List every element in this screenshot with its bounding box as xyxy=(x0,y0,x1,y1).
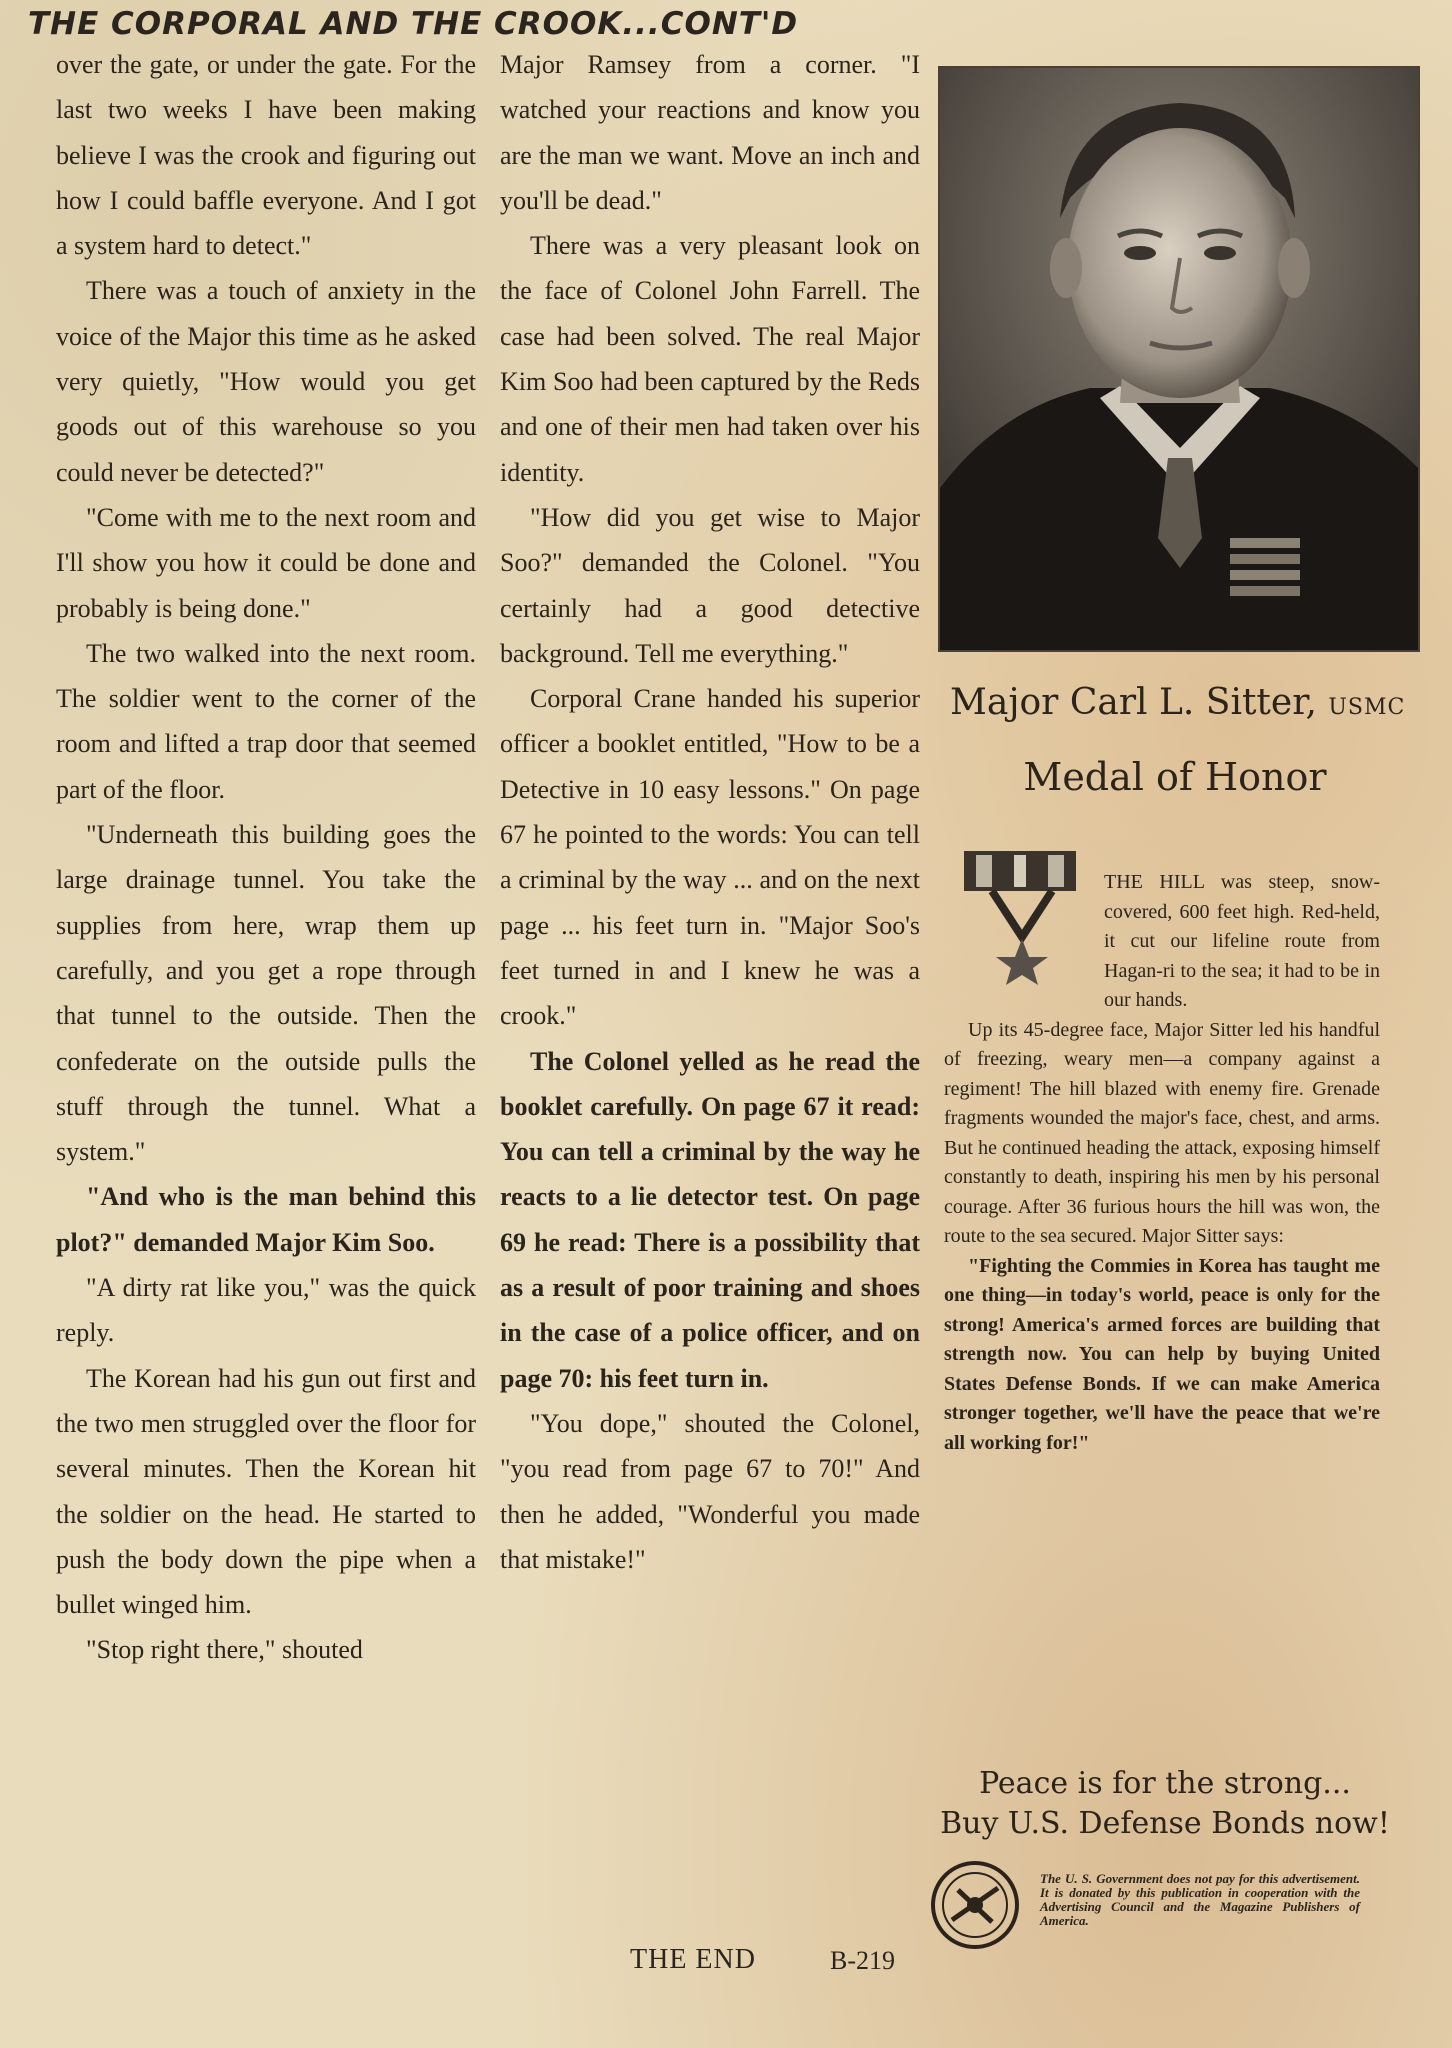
ad-disclaimer: The U. S. Government does not pay for this advertisement. It is donated by this publication in cooperation with the Advertising Council and the Magazine Publishers of America. xyxy=(1040,1871,1360,1928)
ad-paragraph-3: "Fighting the Commies in Korea has taught me one thing—in today's world, peace is only for the strong! America's armed forces are building that strength now. You can help by buying United States Defense Bonds. If we can make America stronger together, we'll have the peace that we're all working for!" xyxy=(944,1254,1380,1454)
honoree-rank-suffix: USMC xyxy=(1328,695,1406,720)
col2-paragraph: Major Ramsey from a corner. "I watched your reactions and know you are the man we want. Move an inch and you'll be dead." xyxy=(500,50,920,215)
portrait-photo xyxy=(938,66,1420,652)
col1-paragraph: over the gate, or under the gate. For the last two weeks I have been making believe I was the crook and figuring out how I could baffle everyone. And I got a system hard to detect." xyxy=(56,50,476,261)
story-column-2 xyxy=(500,42,920,1582)
story-column-1 xyxy=(56,42,476,1673)
portrait-image xyxy=(940,68,1418,650)
ad-slogan xyxy=(930,1764,1400,1844)
advertising-council-seal-icon xyxy=(930,1860,1020,1950)
page-code: B-219 xyxy=(830,1946,895,1975)
the-end-label: THE END xyxy=(630,1944,756,1975)
col1-paragraph: "Stop right there," shouted xyxy=(86,1635,363,1665)
honoree-name-text: Major Carl L. Sitter, xyxy=(950,682,1317,723)
col1-paragraph: "Come with me to the next room and I'll show you how it could be done and probably is being done." xyxy=(56,502,476,623)
col2-paragraph: Corporal Crane handed his superior officer a booklet entitled, "How to be a Detective in 10 easy lessons." On page 67 he pointed to the words: You can tell a criminal by the way ... and on the next page ... his feet turn in. "Major Soo's feet turned in and I knew he was a crook." xyxy=(500,684,920,1031)
slogan-line-1: Peace is for the strong... xyxy=(979,1766,1351,1801)
col2-paragraph: The Colonel yelled as he read the booklet carefully. On page 67 it read: You can tell a criminal by the way he reacts to a lie detector test. On page 69 he read: There is a possibility that as a result of poor training and shoes in the case of a police officer, and on page 70: his feet turn in. xyxy=(500,1046,920,1393)
ad-medal-title: Medal of Honor xyxy=(1023,755,1327,799)
ad-body-text xyxy=(944,868,1380,1458)
col1-paragraph: "And who is the man behind this plot?" demanded Major Kim Soo. xyxy=(56,1182,476,1257)
col1-paragraph: "A dirty rat like you," was the quick reply. xyxy=(56,1273,476,1348)
col1-paragraph: There was a touch of anxiety in the voice of the Major this time as he asked very quietly, "How would you get goods out of this warehouse so you could never be detected?" xyxy=(56,276,476,487)
col1-paragraph: The two walked into the next room. The soldier went to the corner of the room and lifted a trap door that seemed part of the floor. xyxy=(56,638,476,804)
page-header: THE CORPORAL AND THE CROOK...CONT'D xyxy=(28,6,799,42)
col1-paragraph: The Korean had his gun out first and the two men struggled over the floor for several minutes. Then the Korean hit the soldier on the head. He started to push the body down the pipe when a bullet winged him. xyxy=(56,1363,476,1620)
slogan-line-2: Buy U.S. Defense Bonds now! xyxy=(940,1806,1390,1841)
col2-paragraph: "You dope," shouted the Colonel, "you read from page 67 to 70!" And then he added, "Wonderful you made that mistake!" xyxy=(500,1408,920,1574)
ad-paragraph-1: THE HILL was steep, snow-covered, 600 feet high. Red-held, it cut our lifeline route from Hagan-ri to the sea; it had to be in our hands. xyxy=(1104,871,1380,1011)
ad-honoree-name xyxy=(950,682,1406,723)
col2-paragraph: "How did you get wise to Major Soo?" demanded the Colonel. "You certainly had a good detective background. Tell me everything." xyxy=(500,502,920,668)
ad-paragraph-2: Up its 45-degree face, Major Sitter led his handful of freezing, weary men—a company against a regiment! The hill blazed with enemy fire. Grenade fragments wounded the major's face, chest, and arms. But he continued heading the attack, exposing himself constantly to death, inspiring his men by his personal courage. After 36 furious hours the hill was won, the route to the sea secured. Major Sitter says: xyxy=(944,1018,1380,1247)
col2-paragraph: There was a very pleasant look on the face of Colonel John Farrell. The case had been solved. The real Major Kim Soo had been captured by the Reds and one of their men had taken over his identity. xyxy=(500,231,920,487)
col1-paragraph: "Underneath this building goes the large drainage tunnel. You take the supplies from here, wrap them up carefully, and you get a rope through that tunnel to the outside. Then the confederate on the outside pulls the stuff through the tunnel. What a system." xyxy=(56,820,476,1167)
